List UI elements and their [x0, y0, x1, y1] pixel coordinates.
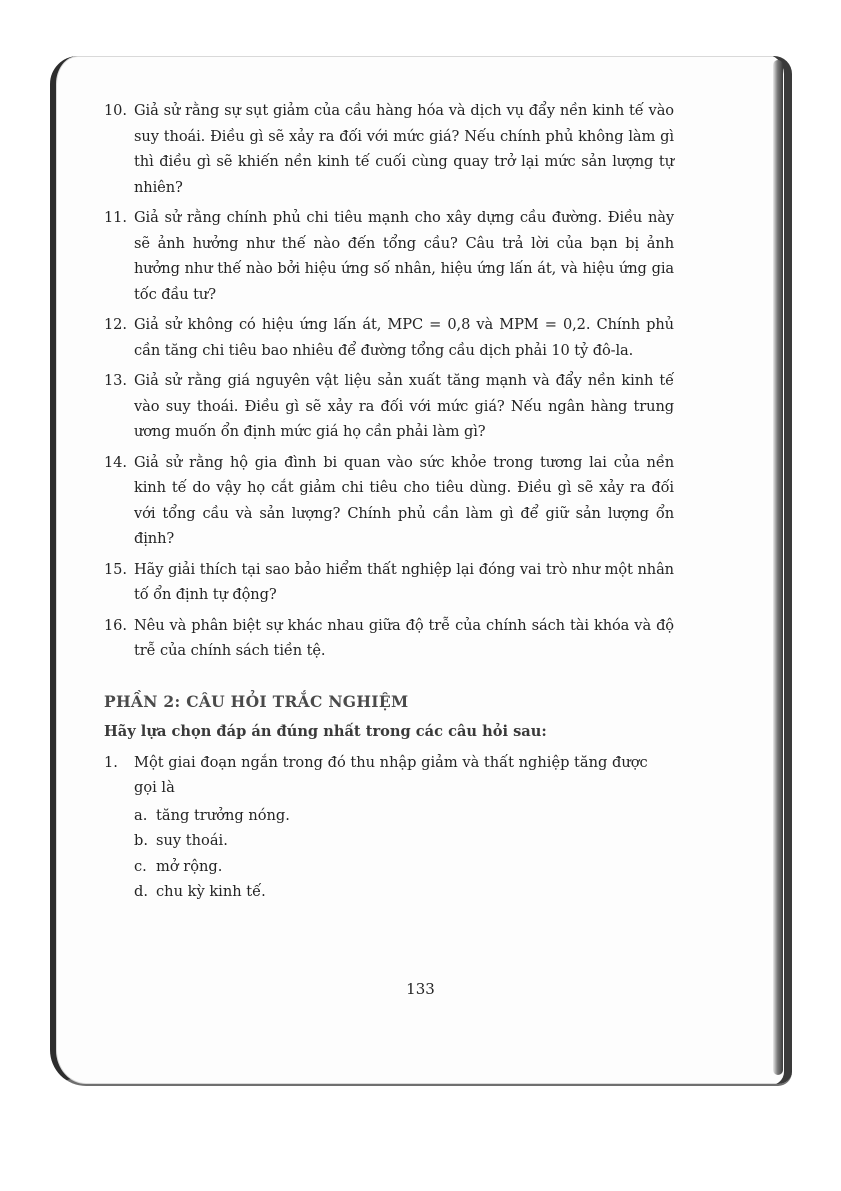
option-letter: c. — [134, 857, 147, 875]
page-number: 133 — [406, 980, 435, 998]
option-a — [134, 803, 674, 829]
option-letter: a. — [134, 806, 148, 824]
question-text: Nêu và phân biệt sự khác nhau giữa độ trễ của chính sách tài khóa và độ trễ của chính sách tiền tệ. — [134, 616, 674, 659]
question-text: Giả sử rằng hộ gia đình bi quan vào sức khỏe trong tương lai của nền kinh tế do vậy họ cắt giảm chi tiêu cho tiêu dùng. Điều gì sẽ xảy ra đối với tổng cầu và sản lượng? Chính phủ cần làm gì để giữ sản lượng ổn định? — [134, 453, 674, 547]
mc-question-1 — [104, 750, 674, 905]
question-text: Một giai đoạn ngắn trong đó thu nhập giảm và thất nghiệp tăng được gọi là — [134, 753, 648, 796]
question-text: Giả sử rằng chính phủ chi tiêu mạnh cho xây dựng cầu đường. Điều này sẽ ảnh hưởng như thế nào đến tổng cầu? Câu trả lời của bạn bị ảnh hưởng như thế nào bởi hiệu ứng số nhân, hiệu ứng lấn át, và hiệu ứng gia tốc đầu tư? — [134, 209, 674, 303]
question-number: 16. — [104, 616, 127, 634]
question-text: Giả sử không có hiệu ứng lấn át, MPC = 0,8 và MPM = 0,2. Chính phủ cần tăng chi tiêu bao nhiêu để đường tổng cầu dịch phải 10 tỷ đô-la. — [134, 316, 674, 359]
question-16 — [104, 613, 674, 664]
question-number: 14. — [104, 453, 127, 471]
question-12 — [104, 312, 674, 363]
option-letter: b. — [134, 832, 148, 849]
option-text: mở rộng. — [156, 857, 223, 875]
question-10 — [104, 98, 674, 200]
question-13 — [104, 368, 674, 445]
instruction: Hãy lựa chọn đáp án đúng nhất trong các câu hỏi sau: — [104, 722, 547, 740]
question-text: Giả sử rằng giá nguyên vật liệu sản xuất tăng mạnh và đẩy nền kinh tế vào suy thoái. Điều gì sẽ xảy ra đối với mức giá? Nếu ngân hàng trung ương muốn ổn định mức giá họ cần phải làm gì? — [134, 372, 674, 440]
question-14 — [104, 450, 674, 552]
question-text: Hãy giải thích tại sao bảo hiểm thất nghiệp lại đóng vai trò như một nhân tố ổn định tự động? — [134, 560, 674, 603]
question-number: 12. — [104, 316, 127, 333]
question-number: 15. — [104, 560, 127, 578]
answer-options — [134, 803, 674, 905]
option-b — [134, 828, 674, 854]
question-text: Giả sử rằng sự sụt giảm của cầu hàng hóa và dịch vụ đẩy nền kinh tế vào suy thoái. Điều gì sẽ xảy ra đối với mức giá? Nếu chính phủ không làm gì thì điều gì sẽ khiến nền kinh tế cuối cùng quay trở lại mức sản lượng tự nhiên? — [134, 102, 674, 196]
option-d — [134, 879, 674, 905]
question-number: 13. — [104, 372, 127, 389]
option-text: chu kỳ kinh tế. — [156, 883, 266, 900]
section-title: PHẦN 2: CÂU HỎI TRẮC NGHIỆM — [104, 691, 409, 711]
option-text: suy thoái. — [156, 832, 228, 849]
question-number: 11. — [104, 209, 127, 226]
question-11 — [104, 205, 674, 307]
option-text: tăng trưởng nóng. — [156, 806, 290, 824]
option-c — [134, 854, 674, 880]
question-number: 10. — [104, 102, 127, 119]
question-number: 1. — [104, 753, 118, 771]
page-content — [104, 98, 674, 905]
page-edge-shadow — [773, 60, 783, 1075]
option-letter: d. — [134, 883, 148, 900]
question-15 — [104, 557, 674, 608]
